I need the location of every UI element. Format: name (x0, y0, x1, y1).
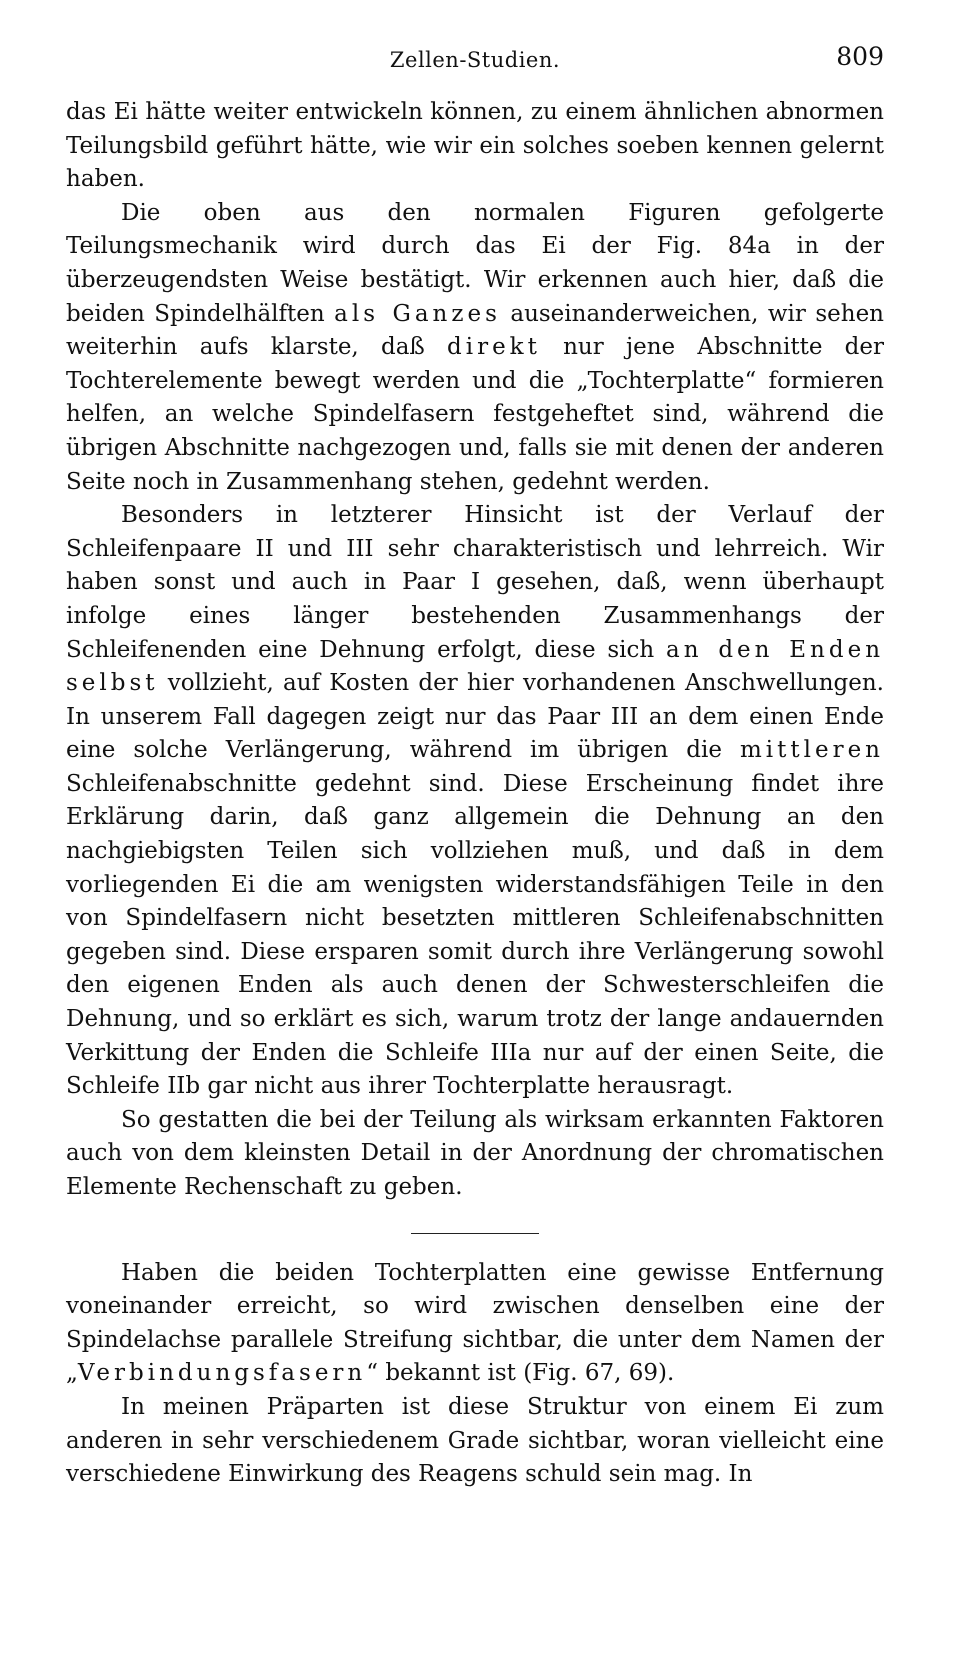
paragraph-2 (66, 197, 884, 499)
paragraph-6 (66, 1391, 884, 1492)
page-header (66, 42, 884, 76)
spaced-emphasis-mittleren: mittleren (739, 737, 884, 764)
spaced-emphasis-direkt: direkt (447, 334, 541, 361)
paragraph-5 (66, 1257, 884, 1391)
paragraph-2-text-e: nur jene Abschnitte der Tochterelemente bewegt werden und die „Tochterplatte“ formieren helfen, an welche Spindelfasern festgeheftet sind, während die übrigen Abschnitte nachgezogen und, falls sie mit denen der anderen Seite noch in Zusammenhang stehen, gedehnt werden. (66, 334, 884, 495)
paragraph-3 (66, 499, 884, 1104)
paragraph-5-text-a: Haben die beiden Tochterplatten eine gewisse Entfernung voneinander erreicht, so wird zwischen denselben eine der Spindelachse parallele Streifung sichtbar, die unter dem Namen der „ (66, 1259, 884, 1387)
section-divider (66, 1205, 884, 1249)
running-title: Zellen-Studien. (389, 48, 561, 72)
paragraph-1 (66, 96, 884, 197)
paragraph-2-text-a: Die oben aus den normalen Figuren gefolgerte Teilungsmechanik wird durch das Ei der Fig. 84a in der überzeugendsten Weise bestätigt. Wir erkennen auch hier, daß die beiden Spindelhälften (66, 199, 884, 327)
paragraph-3-text-a: Besonders in letzterer Hinsicht ist der Verlauf der Schleifenpaare II und III sehr charakteristisch und lehrreich. Wir haben sonst und auch in Paar I gesehen, daß, wenn überhaupt infolge eines länger bestehenden Zusammenhangs der Schleifenenden eine Dehnung erfolgt, diese sich (66, 502, 884, 663)
paragraph-4-text: So gestatten die bei der Teilung als wirksam erkannten Faktoren auch von dem kleinsten Detail in der Anordnung der chromatischen Elemente Rechenschaft zu geben. (66, 1106, 884, 1200)
spaced-emphasis-an-den-enden-selbst: an den Enden selbst (66, 636, 885, 697)
divider-rule (411, 1233, 539, 1234)
body-text (66, 96, 884, 1492)
paragraph-2-text-c: auseinanderweichen, wir sehen weiterhin aufs klarste, daß (66, 300, 884, 361)
paragraph-5-text-c: “ bekannt ist (Fig. 67, 69). (366, 1360, 675, 1387)
paragraph-4 (66, 1104, 884, 1205)
page-number: 809 (836, 42, 884, 71)
paragraph-3-text-c: vollzieht, auf Kosten der hier vorhandenen Anschwellungen. In unserem Fall dagegen zeigt nur das Paar III an dem einen Ende eine solche Verlängerung, während im übrigen die (66, 670, 884, 764)
paragraph-3-text-e: Schleifenabschnitte gedehnt sind. Diese Erscheinung findet ihre Erklärung darin, daß ganz allgemein die Dehnung an den nachgiebigsten Teilen sich vollziehen muß, und daß in dem vorliegenden Ei die am wenigsten widerstandsfähigen Teile in den von Spindelfasern nicht besetzten mittleren Schleifenabschnitten gegeben sind. Diese ersparen somit durch ihre Verlängerung sowohl den eigenen Enden als auch denen der Schwesterschleifen die Dehnung, und so erklärt es sich, warum trotz der lange andauernden Verkittung der Enden die Schleife IIIa nur auf der einen Seite, die Schleife IIb gar nicht aus ihrer Tochterplatte herausragt. (66, 770, 884, 1100)
spaced-emphasis-als-ganzes: als Ganzes (334, 300, 501, 327)
paragraph-6-text: In meinen Präparten ist diese Struktur von einem Ei zum anderen in sehr verschiedenem Grade sichtbar, woran vielleicht eine verschiedene Einwirkung des Reagens schuld sein mag. In (66, 1393, 884, 1488)
paragraph-1-text: das Ei hätte weiter entwickeln können, zu einem ähnlichen abnormen Teilungsbild geführt hätte, wie wir ein solches soeben kennen gelernt haben. (66, 99, 884, 193)
spaced-emphasis-verbindungsfasern: Verbindungsfasern (77, 1360, 367, 1387)
